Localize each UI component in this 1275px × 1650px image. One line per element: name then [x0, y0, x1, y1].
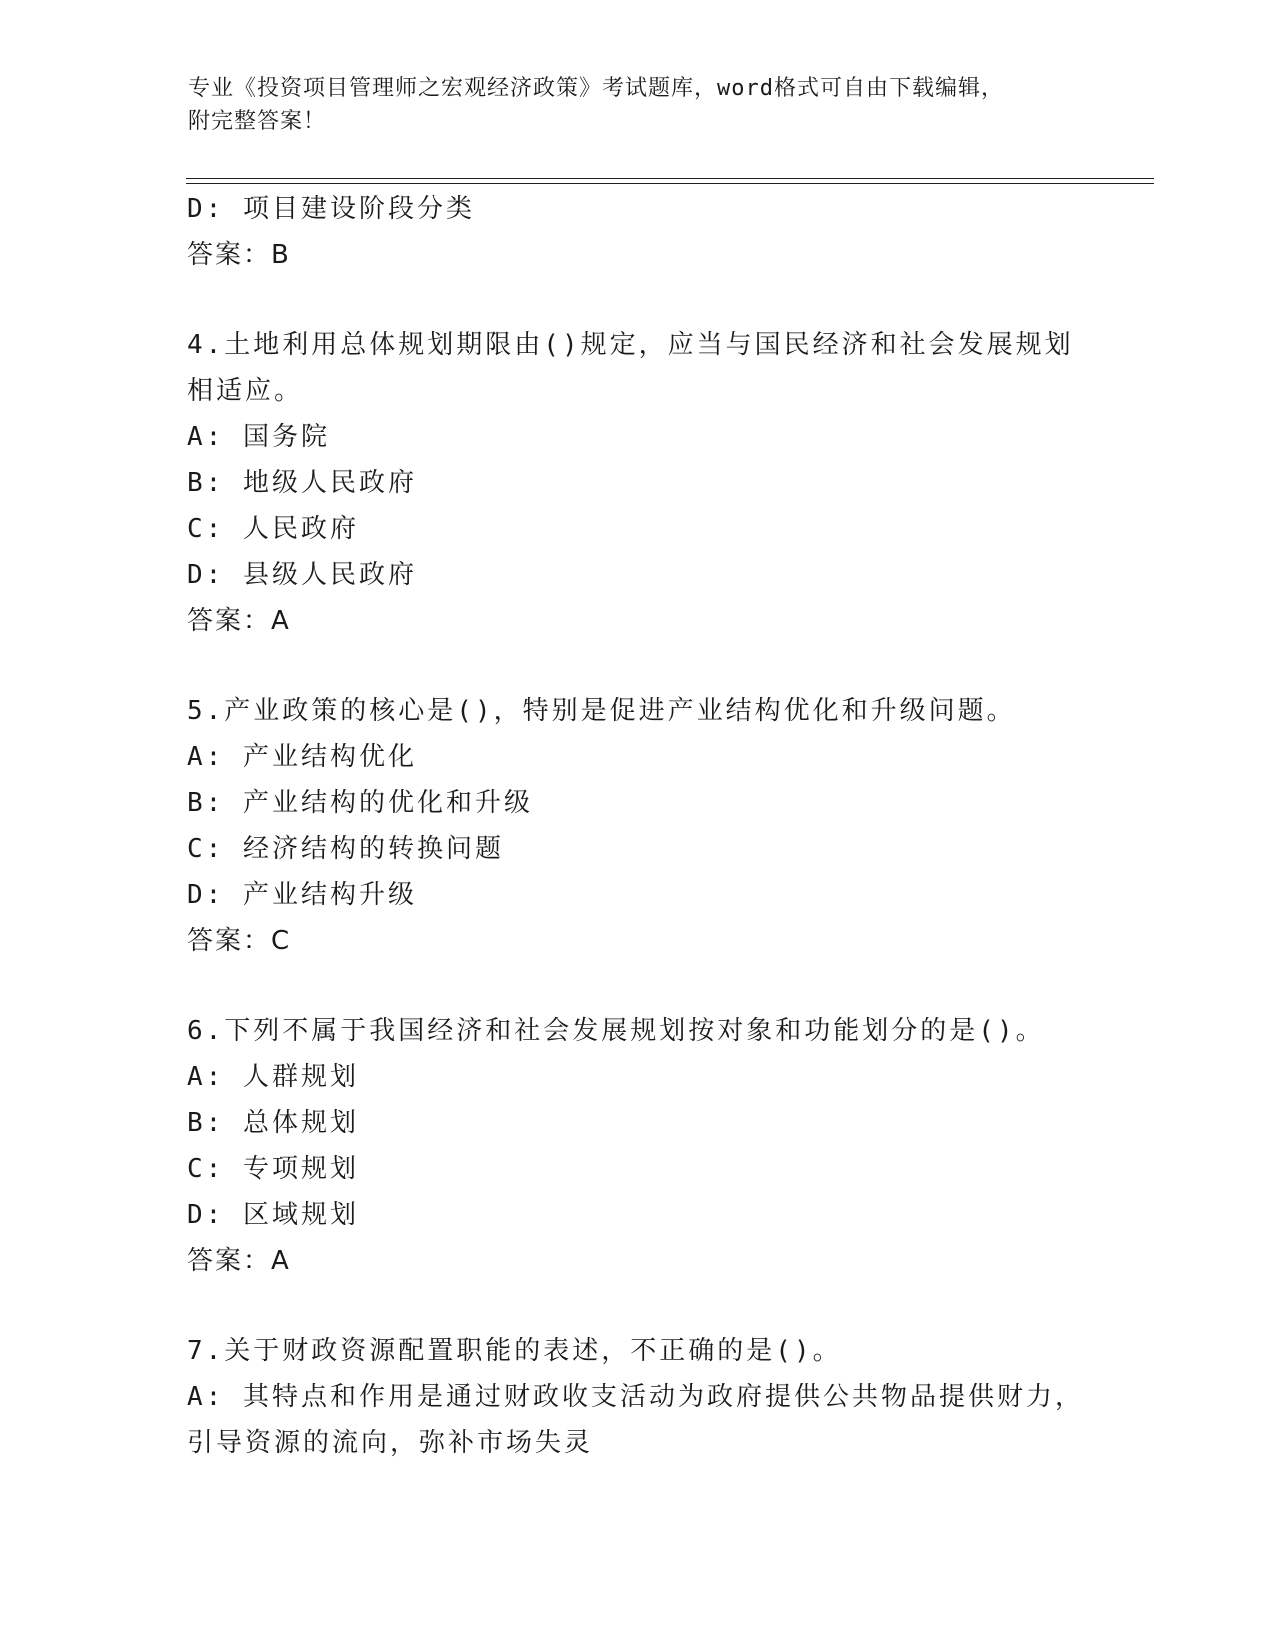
question-4-answer: 答案：A — [187, 606, 291, 636]
question-6-option-d: D: 区域规划 — [187, 1200, 359, 1230]
prev-answer: 答案：B — [187, 240, 291, 270]
question-content — [187, 186, 1087, 1466]
header-divider — [186, 178, 1154, 184]
question-4-option-b: B: 地级人民政府 — [187, 468, 417, 498]
question-4-option-d: D: 县级人民政府 — [187, 560, 417, 590]
question-7-option-a-line-2: 引导资源的流向，弥补市场失灵 — [187, 1428, 594, 1458]
header-line-1: 专业《投资项目管理师之宏观经济政策》考试题库，word格式可自由下载编辑， — [188, 76, 1004, 101]
prev-option-d: D: 项目建设阶段分类 — [187, 194, 475, 224]
question-5-stem: 5.产业政策的核心是()，特别是促进产业结构优化和升级问题。 — [187, 696, 1016, 726]
header-line-2: 附完整答案！ — [188, 109, 327, 134]
question-5-option-c: C: 经济结构的转换问题 — [187, 834, 504, 864]
question-7-option-a-line-1: A: 其特点和作用是通过财政收支活动为政府提供公共物品提供财力， — [187, 1382, 1084, 1412]
question-4-option-a: A: 国务院 — [187, 422, 330, 452]
question-5-option-b: B: 产业结构的优化和升级 — [187, 788, 533, 818]
question-6-option-a: A: 人群规划 — [187, 1062, 359, 1092]
question-7-stem: 7.关于财政资源配置职能的表述，不正确的是()。 — [187, 1336, 842, 1366]
question-4-option-c: C: 人民政府 — [187, 514, 359, 544]
question-6-answer: 答案：A — [187, 1246, 291, 1276]
question-4-stem-line-1: 4.土地利用总体规划期限由()规定，应当与国民经济和社会发展规划 — [187, 330, 1074, 360]
question-5-answer: 答案：C — [187, 926, 292, 956]
question-5-option-a: A: 产业结构优化 — [187, 742, 417, 772]
question-5-option-d: D: 产业结构升级 — [187, 880, 417, 910]
page-header — [188, 72, 1068, 138]
question-6-option-c: C: 专项规划 — [187, 1154, 359, 1184]
question-6-stem: 6.下列不属于我国经济和社会发展规划按对象和功能划分的是()。 — [187, 1016, 1045, 1046]
question-6-option-b: B: 总体规划 — [187, 1108, 359, 1138]
question-4-stem-line-2: 相适应。 — [187, 376, 304, 406]
